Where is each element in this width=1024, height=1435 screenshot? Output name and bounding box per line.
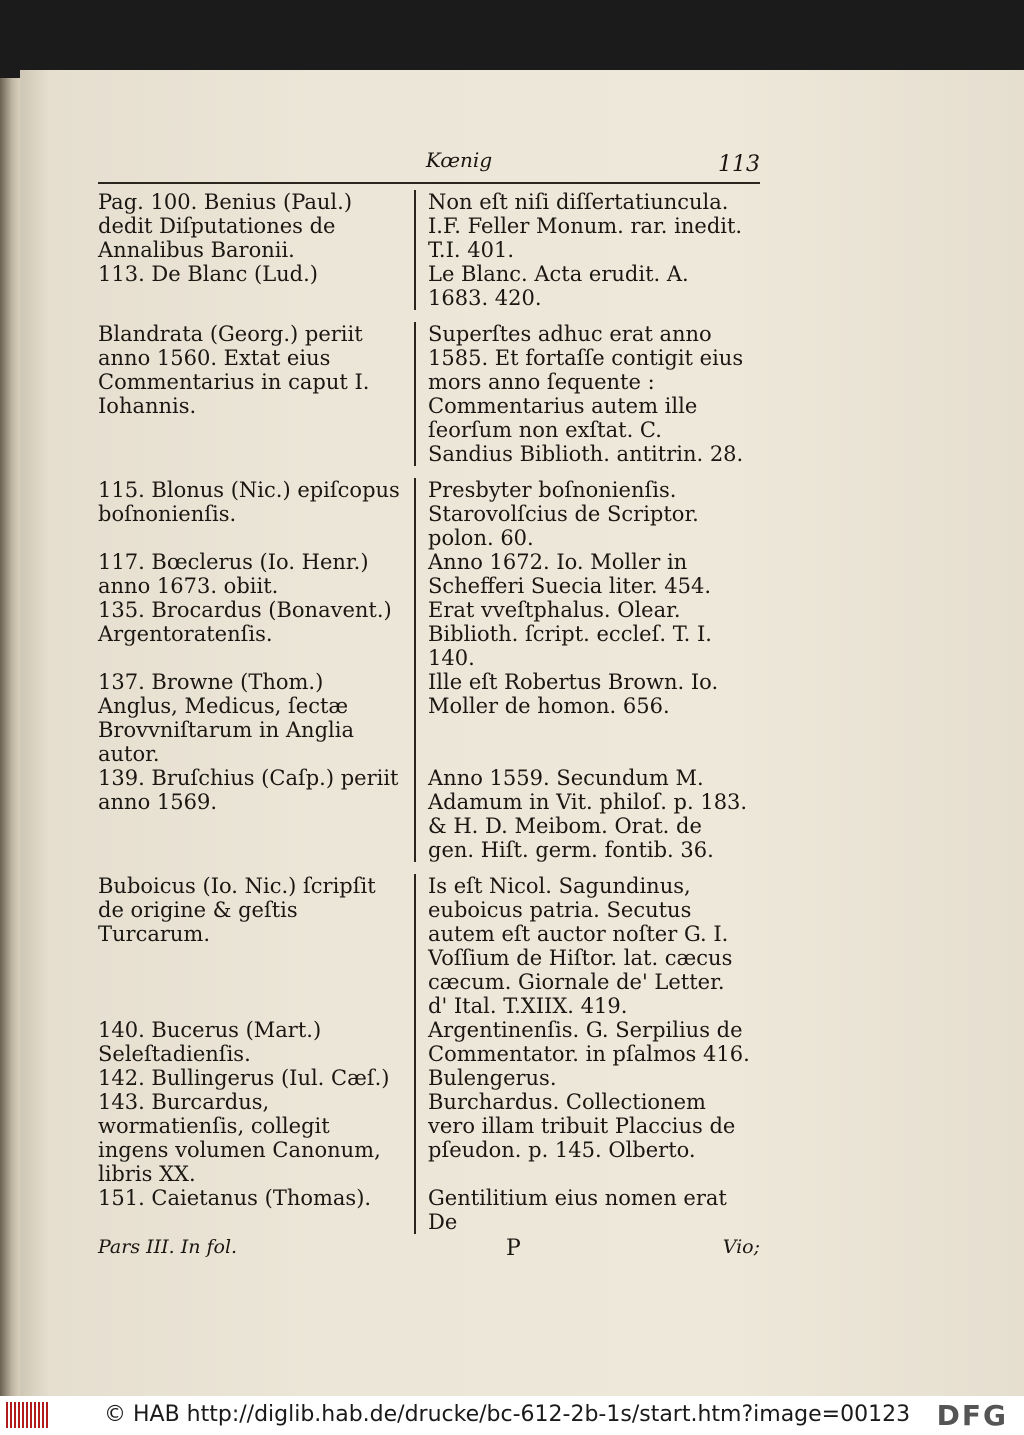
signature-mark: P: [506, 1236, 521, 1261]
entry-left: 115. Blonus (Nic.) epiſcopus boſnonienſis.: [98, 478, 416, 550]
table-row: [98, 322, 760, 466]
entry-right: Superſtes adhuc erat anno 1585. Et fortaſſe contigit eius mors anno ſequente : Commentarius autem ille ſeorſum non exſtat. C. Sandius Biblioth. antitrin. 28.: [428, 322, 744, 466]
page-header: [98, 148, 760, 184]
entry-right: Argentinenſis. G. Serpilius de Commentator. in pſalmos 416.: [428, 1018, 750, 1066]
entry-right: Erat vveſtphalus. Olear. Biblioth. ſcript. eccleſ. T. I. 140.: [428, 598, 712, 670]
entry-left: Pag. 100. Benius (Paul.) dedit Diſputationes de Annalibus Baronii.: [98, 190, 416, 262]
previous-page-edge: [0, 78, 20, 1396]
entry-right: Le Blanc. Acta erudit. A. 1683. 420.: [428, 262, 689, 310]
entry-right: Gentilitium eius nomen erat De: [428, 1186, 727, 1234]
dfg-logo: DFG: [936, 1399, 1008, 1432]
page-number: 113: [718, 152, 760, 177]
entry-left: 139. Bruſchius (Caſp.) periit anno 1569.: [98, 766, 416, 862]
entry-right: Anno 1672. Io. Moller in Schefferi Suecia liter. 454.: [428, 550, 712, 598]
table-row: [98, 478, 760, 550]
table-row: [98, 766, 760, 862]
table-row: [98, 1186, 760, 1234]
table-row: [98, 550, 760, 598]
table-row: [98, 1066, 760, 1090]
copyright-link[interactable]: © HAB http://diglib.hab.de/drucke/bc-612-2b-1s/start.htm?image=00123: [104, 1402, 911, 1427]
table-row: [98, 598, 760, 670]
entry-left: 137. Browne (Thom.) Anglus, Medicus, ſectæ Brovvniſtarum in Anglia autor.: [98, 670, 416, 766]
table-row: [98, 670, 760, 766]
page-content: [98, 148, 760, 1261]
entry-left: 117. Bœclerus (Io. Henr.) anno 1673. obiit.: [98, 550, 416, 598]
table-row: [98, 1018, 760, 1066]
viewer-footer-bar: [0, 1396, 1024, 1435]
entry-left: 135. Brocardus (Bonavent.) Argentoratenſis.: [98, 598, 416, 670]
catchword: Vio;: [722, 1236, 760, 1258]
entry-left: 140. Bucerus (Mart.) Seleſtadienſis.: [98, 1018, 416, 1066]
entry-left: 142. Bullingerus (Iul. Cæſ.): [98, 1066, 416, 1090]
entry-right: Presbyter boſnonienſis. Starovolſcius de Scriptor. polon. 60.: [428, 478, 699, 550]
table-row: [98, 1090, 760, 1186]
entry-left: 151. Caietanus (Thomas).: [98, 1186, 416, 1234]
entry-left: 143. Burcardus, wormatienſis, collegit ingens volumen Canonum, libris XX.: [98, 1090, 416, 1186]
errata-table: [98, 190, 760, 1234]
table-row: [98, 874, 760, 1018]
entry-right: Anno 1559. Secundum M. Adamum in Vit. philoſ. p. 183. & H. D. Meibom. Orat. de gen. Hiſt. germ. fontib. 36.: [428, 766, 748, 862]
entry-left: Blandrata (Georg.) periit anno 1560. Extat eius Commentarius in caput I. Iohannis.: [98, 322, 416, 466]
barcode-icon: [6, 1402, 48, 1428]
table-row: [98, 262, 760, 310]
entry-right: Non eſt niſi diſſertatiuncula. I.F. Feller Monum. rar. inedit. T.I. 401.: [428, 190, 743, 262]
entry-left: Buboicus (Io. Nic.) ſcripſit de origine & geſtis Turcarum.: [98, 874, 416, 1018]
entry-right: Bulengerus.: [428, 1066, 557, 1090]
scanned-page: [20, 70, 1024, 1400]
table-row: [98, 190, 760, 262]
entry-right: Is eſt Nicol. Sagundinus, euboicus patria. Secutus autem eſt auctor noſter G. I. Voſſium de Hiſtor. lat. cæcus cæcum. Giornale de' Letter. d' Ital. T.XIIX. 419.: [428, 874, 733, 1018]
entry-right: Burchardus. Collectionem vero illam tribuit Placcius de pſeudon. p. 145. Olberto.: [428, 1090, 736, 1162]
catchline-left: Pars III. In fol.: [98, 1236, 238, 1258]
running-head: Kœnig: [425, 148, 493, 172]
entry-right: Ille eſt Robertus Brown. Io. Moller de homon. 656.: [428, 670, 719, 718]
entry-left: 113. De Blanc (Lud.): [98, 262, 416, 310]
page-footer: [98, 1236, 760, 1266]
